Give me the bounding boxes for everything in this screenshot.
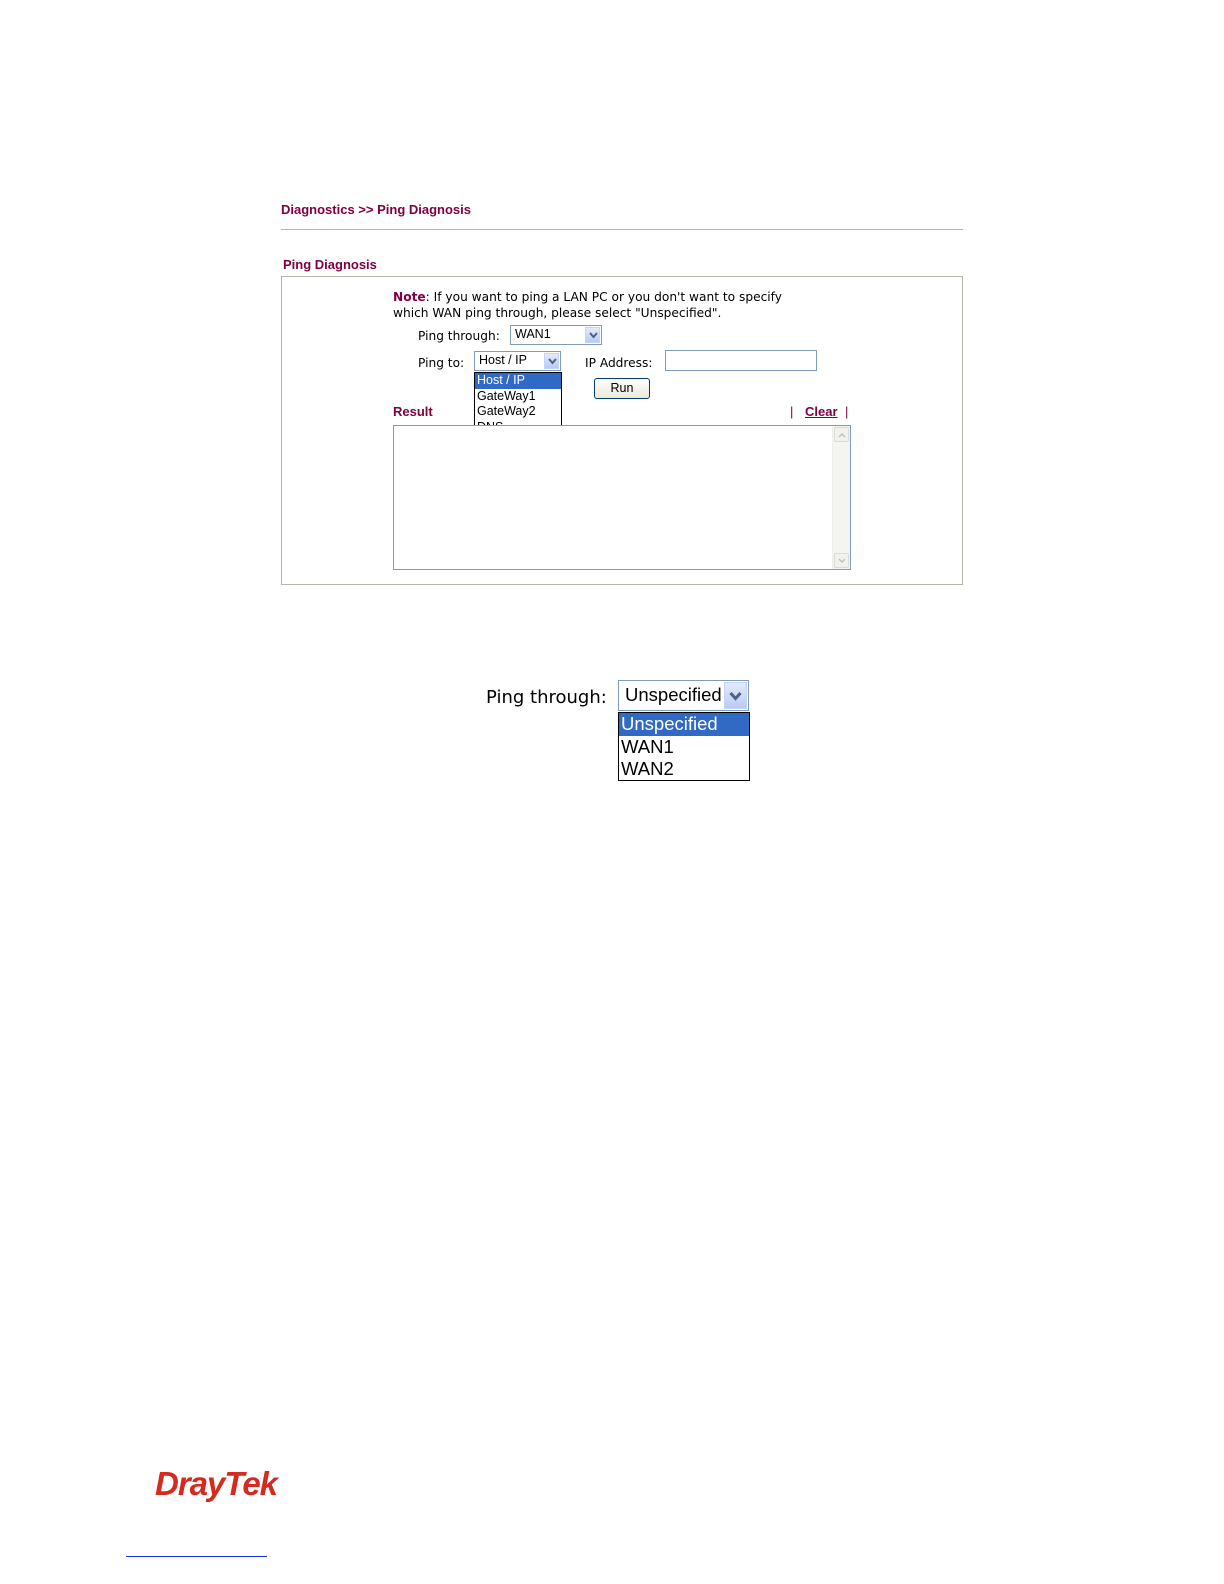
draytek-logo: DrayTek: [155, 1465, 278, 1502]
dropdown-option[interactable]: GateWay2: [477, 404, 536, 418]
scroll-up-button[interactable]: [834, 427, 849, 442]
chevron-up-icon: [838, 432, 846, 438]
chevron-down-icon[interactable]: [585, 327, 600, 343]
dropdown-option[interactable]: WAN1: [621, 735, 674, 757]
ping-to-value: Host / IP: [479, 353, 527, 367]
chevron-down-icon[interactable]: [724, 682, 747, 709]
dropdown-option[interactable]: Unspecified: [619, 713, 749, 736]
note-text: [393, 289, 782, 321]
result-textarea[interactable]: [393, 425, 851, 570]
note-line-1: : If you want to ping a LAN PC or you don't want to specify: [425, 290, 782, 304]
breadcrumb: Diagnostics >> Ping Diagnosis: [281, 202, 471, 217]
run-button[interactable]: Run: [594, 378, 650, 399]
ping-to-select[interactable]: [474, 351, 561, 371]
vertical-scrollbar[interactable]: [832, 426, 850, 569]
chevron-down-icon[interactable]: [544, 353, 559, 369]
ping-through-label: Ping through:: [418, 329, 500, 343]
chevron-down-icon: [838, 558, 846, 564]
ip-address-input[interactable]: [665, 350, 817, 371]
note-line-2: which WAN ping through, please select "Unspecified".: [393, 306, 722, 320]
clear-link[interactable]: Clear: [805, 404, 838, 419]
zoom-ping-through-select[interactable]: [618, 680, 749, 711]
dropdown-option[interactable]: GateWay1: [477, 388, 536, 403]
zoom-ping-through-dropdown: [618, 712, 750, 781]
section-title: Ping Diagnosis: [283, 257, 377, 272]
scroll-down-button[interactable]: [834, 553, 849, 568]
footer-link-underline: [126, 1556, 267, 1557]
separator: |: [790, 404, 794, 419]
ping-through-select[interactable]: [510, 325, 602, 345]
ping-to-label: Ping to:: [418, 356, 465, 370]
result-label: Result: [393, 404, 433, 419]
ping-through-value: WAN1: [515, 327, 551, 341]
note-label: Note: [393, 290, 426, 304]
dropdown-option[interactable]: Host / IP: [475, 373, 561, 389]
separator: |: [845, 404, 849, 419]
dropdown-option[interactable]: WAN2: [621, 758, 674, 779]
zoom-ping-through-label: Ping through:: [486, 687, 607, 708]
zoom-ping-through-value: Unspecified: [625, 684, 722, 705]
ip-address-label: IP Address:: [585, 356, 653, 370]
header-divider: [281, 229, 963, 230]
